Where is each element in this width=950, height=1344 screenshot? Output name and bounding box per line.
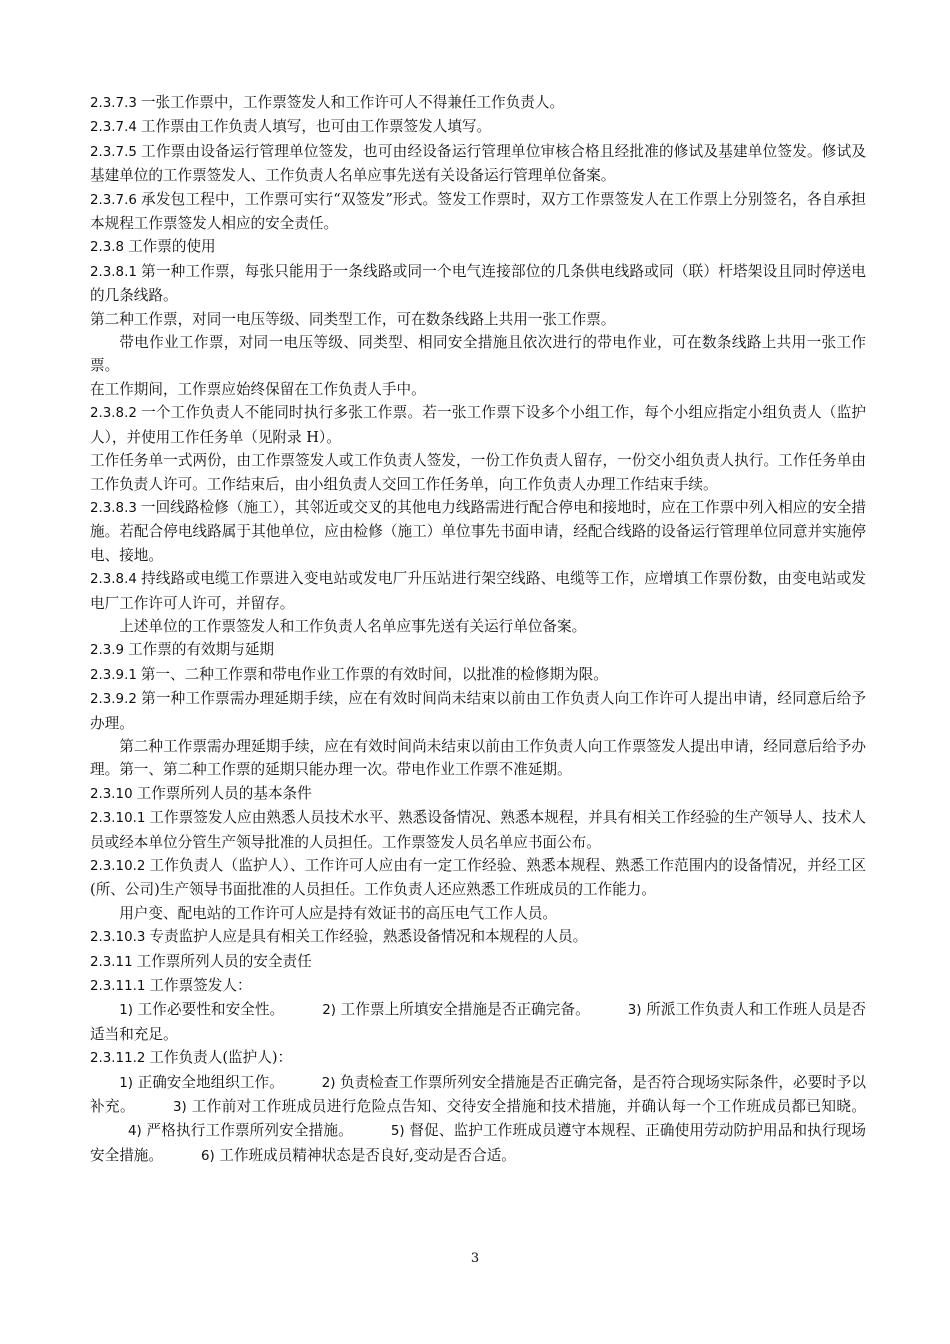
paragraph-text: 工作票所列人员的安全责任 [136, 952, 312, 970]
paragraph [90, 378, 866, 401]
section-number: 2.3.10.2 [90, 859, 146, 874]
section-number: 2.3.8.4 [90, 572, 137, 588]
paragraph [90, 115, 866, 139]
paragraph [90, 401, 866, 449]
paragraph [90, 687, 866, 735]
paragraph [90, 308, 866, 331]
paragraph-text: 工作票由工作负责人填写，也可由工作票签发人填写。 [140, 118, 492, 136]
section-number: 2.3.7.4 [90, 120, 137, 136]
list-item-number: 3) [172, 1100, 187, 1116]
paragraph [90, 638, 866, 662]
list-item-number: 2) [321, 1075, 336, 1091]
paragraph-text: 第一种工作票，每张只能用于一条线路或同一个电气连接部位的几条供电线路或同（联）杆塔架设且同时停送电的几条线路。 [90, 262, 866, 305]
paragraph-text: 工作任务单一式两份，由工作票签发人或工作负责人签发，一份工作负责人留存，一份交小组负责人执行。工作任务单由工作负责人许可。工作结束后，由小组负责人交回工作任务单，向工作负责人办理工作结束手续。 [90, 452, 866, 493]
section-number: 2.3.9.1 [90, 667, 137, 683]
paragraph-text: 承发包工程中，工作票可实行“双签发”形式。签发工作票时，双方工作票签发人在工作票上分别签名，各自承担本规程工作票签发人相应的安全责任。 [90, 190, 866, 233]
section-number: 2.3.10.3 [90, 930, 146, 946]
paragraph-text: 工作负责人(监护人)： [149, 1049, 293, 1067]
paragraph [90, 260, 866, 308]
section-number: 2.3.11 [90, 954, 133, 970]
list-item-number: 1) [119, 1003, 133, 1019]
list-item-text: 严格执行工作票所列安全措施。 [146, 1122, 353, 1140]
section-number: 2.3.10 [90, 786, 133, 802]
list-item-text: 所派工作负责人和工作班人员是否适当和充足。 [90, 1001, 866, 1043]
list-item-text: 工作班成员精神状态是否良好,变动是否合适。 [219, 1146, 516, 1164]
list-item-number: 6) [200, 1148, 215, 1164]
paragraph [90, 496, 866, 567]
paragraph-text: 第二种工作票，对同一电压等级、同类型工作，可在数条线路上共用一张工作票。 [90, 310, 616, 328]
paragraph [90, 735, 866, 782]
paragraph-text: 第一种工作票需办理延期手续，应在有效时间尚未结束以前由工作负责人向工作许可人提出申请，经同意后给予办理。 [90, 690, 866, 732]
list-item-text: 督促、监护工作班成员遵守本规程、正确使用劳动防护用品和执行现场安全措施。 [90, 1122, 866, 1164]
paragraph-text: 上述单位的工作票签发人和工作负责人名单应事先送有关运行单位备案。 [119, 617, 587, 635]
list-item-text: 正确安全地组织工作。 [137, 1073, 284, 1091]
list-item-number: 1) [119, 1075, 133, 1091]
paragraph-text: 一个工作负责人不能同时执行多张工作票。若一张工作票下设多个小组工作，每个小组应指定小组负责人（监护人），并使用工作任务单（见附录 H）。 [90, 404, 866, 446]
list-item-number: 2) [322, 1003, 336, 1019]
paragraph [90, 806, 866, 854]
paragraph [90, 902, 866, 925]
paragraph-text: 工作票所列人员的基本条件 [136, 784, 312, 802]
section-number: 2.3.7.6 [90, 192, 137, 208]
paragraph [90, 449, 866, 496]
section-number: 2.3.11.1 [90, 979, 146, 995]
paragraph [90, 925, 866, 949]
section-number: 2.3.7.5 [90, 144, 137, 160]
paragraph [90, 140, 866, 188]
paragraph-text: 第一、二种工作票和带电作业工作票的有效时间，以批准的检修期为限。 [140, 665, 608, 683]
paragraph [90, 782, 866, 806]
section-number: 2.3.7.3 [90, 96, 137, 111]
paragraph-text: 工作票由设备运行管理单位签发，也可由经设备运行管理单位审核合格且经批准的修试及基建单位签发。修试及基建单位的工作票签发人、工作负责人名单应事先送有关设备运行管理单位备案。 [90, 142, 866, 185]
list-item-text: 工作前对工作班成员进行危险点告知、交待安全措施和技术措施，并确认每一个工作班成员都已知晓。 [191, 1098, 866, 1116]
list-item-number: 3) [627, 1003, 642, 1019]
paragraph [90, 615, 866, 638]
section-number: 2.3.8.3 [90, 500, 137, 516]
section-number: 2.3.9.2 [90, 692, 137, 708]
section-number: 2.3.9 [90, 643, 125, 659]
paragraph [90, 998, 866, 1046]
section-number: 2.3.8 [90, 240, 125, 256]
paragraph [90, 1046, 866, 1070]
page-number: 3 [470, 1251, 480, 1266]
paragraph [90, 950, 866, 974]
paragraph-text: 工作票的使用 [128, 238, 216, 256]
section-number: 2.3.10.1 [90, 811, 146, 827]
paragraph [90, 974, 866, 998]
section-number: 2.3.8.1 [90, 264, 137, 280]
section-number: 2.3.8.2 [90, 406, 137, 422]
list-item-number: 5) [390, 1124, 405, 1140]
paragraph [90, 331, 866, 378]
section-number: 2.3.11.2 [90, 1051, 146, 1067]
document-body [90, 91, 866, 1168]
paragraph [90, 91, 866, 115]
paragraph-text: 用户变、配电站的工作许可人应是持有效证书的高压电气工作人员。 [119, 904, 558, 922]
list-item-text: 工作票上所填安全措施是否正确完备。 [340, 1001, 590, 1019]
paragraph-text: 一回线路检修（施工），其邻近或交叉的其他电力线路需进行配合停电和接地时，应在工作票中列入相应的安全措施。若配合停电线路属于其他单位，应由检修（施工）单位事先书面申请，经配合线路的设备运行管理单位同意并实施停电、接地。 [90, 498, 866, 564]
list-item-number: 4) [128, 1124, 142, 1140]
paragraph-text: 工作票签发人应由熟悉人员技术水平、熟悉设备情况、熟悉本规程，并具有相关工作经验的生产领导人、技术人员或经本单位分管生产领导批准的人员担任。工作票签发人员名单应书面公布。 [90, 809, 866, 851]
paragraph-text: 第二种工作票需办理延期手续，应在有效时间尚未结束以前由工作负责人向工作票签发人提出申请，经同意后给予办理。第一、第二种工作票的延期只能办理一次。带电作业工作票不准延期。 [90, 737, 866, 779]
paragraph [90, 235, 866, 259]
paragraph-text: 专责监护人应是具有相关工作经验，熟悉设备情况和本规程的人员。 [149, 928, 588, 946]
list-item-text: 工作必要性和安全性。 [137, 1001, 285, 1019]
paragraph [90, 663, 866, 687]
paragraph-text: 在工作期间，工作票应始终保留在工作负责人手中。 [90, 380, 426, 398]
paragraph-text: 带电作业工作票，对同一电压等级、同类型、相同安全措施且依次进行的带电作业，可在数条线路上共用一张工作票。 [90, 334, 866, 375]
paragraph-text: 一张工作票中，工作票签发人和工作许可人不得兼任工作负责人。 [140, 94, 565, 111]
paragraph [90, 567, 866, 615]
paragraph-text: 工作票的有效期与延期 [128, 641, 275, 659]
list-item-text: 负责检查工作票所列安全措施是否正确完备，是否符合现场实际条件，必要时予以补充。 [90, 1073, 866, 1116]
paragraph [90, 1071, 866, 1169]
paragraph-text: 工作票签发人： [149, 977, 252, 995]
paragraph-text: 工作负责人（监护人）、工作许可人应由有一定工作经验、熟悉本规程、熟悉工作范围内的设备情况，并经工区(所、公司)生产领导书面批准的人员担任。工作负责人还应熟悉工作班成员的工作能力。 [90, 857, 866, 899]
paragraph-text: 持线路或电缆工作票进入变电站或发电厂升压站进行架空线路、电缆等工作，应增填工作票份数，由变电站或发电厂工作许可人许可，并留存。 [90, 570, 866, 612]
paragraph [90, 188, 866, 236]
paragraph [90, 854, 866, 902]
